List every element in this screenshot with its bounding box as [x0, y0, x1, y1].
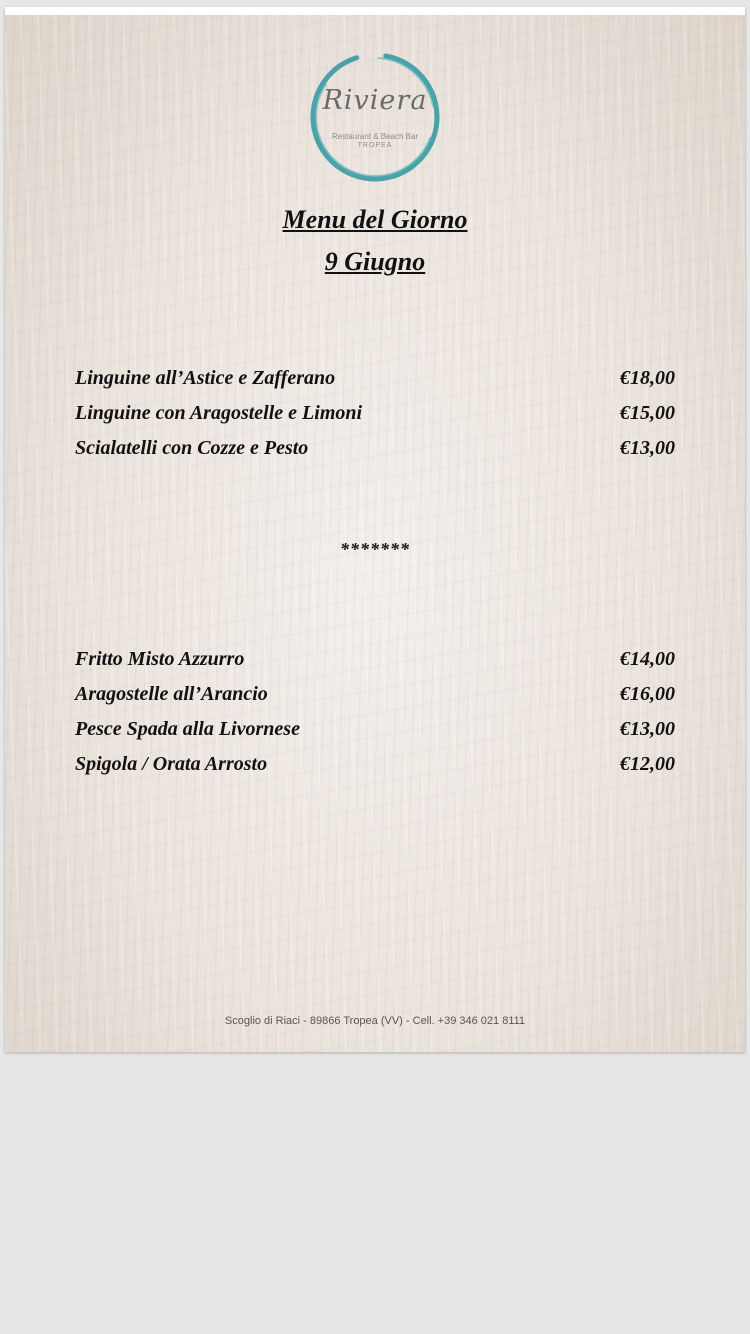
footer-address: Scoglio di Riaci - 89866 Tropea (VV) - Cell. +39 346 021 8111 [224, 1015, 526, 1027]
dish-price: €12,00 [620, 753, 675, 775]
dish-name: Spigola / Orata Arrosto [75, 753, 268, 775]
logo-town: TROPEA [357, 142, 393, 149]
restaurant-logo [307, 49, 443, 185]
dish-name: Aragostelle all’Arancio [75, 683, 268, 705]
dish-price: €15,00 [620, 402, 675, 424]
dish-name: Fritto Misto Azzurro [75, 648, 245, 670]
section-separator: ******* [340, 539, 410, 559]
page-top-edge [5, 7, 745, 15]
dish-price: €14,00 [620, 648, 675, 670]
menu-item [75, 367, 675, 395]
dish-price: €18,00 [620, 367, 675, 389]
menu-item [75, 718, 675, 746]
menu-item [75, 683, 675, 711]
menu-item [75, 402, 675, 430]
logo-name: Riviera [322, 85, 428, 116]
dish-name: Pesce Spada alla Livornese [75, 718, 300, 740]
logo-tagline: Restaurant & Beach Bar [331, 132, 419, 141]
menu-item [75, 648, 675, 676]
dish-name: Linguine all’Astice e Zafferano [75, 367, 336, 389]
dish-price: €16,00 [620, 683, 675, 705]
dish-name: Scialatelli con Cozze e Pesto [75, 437, 309, 459]
dish-price: €13,00 [620, 718, 675, 740]
menu-page [5, 7, 745, 1052]
menu-date: 9 Giugno [324, 247, 426, 276]
menu-item [75, 753, 675, 781]
menu-title: Menu del Giorno [282, 205, 468, 234]
menu-item [75, 437, 675, 465]
dish-name: Linguine con Aragostelle e Limoni [75, 402, 363, 424]
dish-price: €13,00 [620, 437, 675, 459]
logo-ring-icon [307, 49, 443, 185]
